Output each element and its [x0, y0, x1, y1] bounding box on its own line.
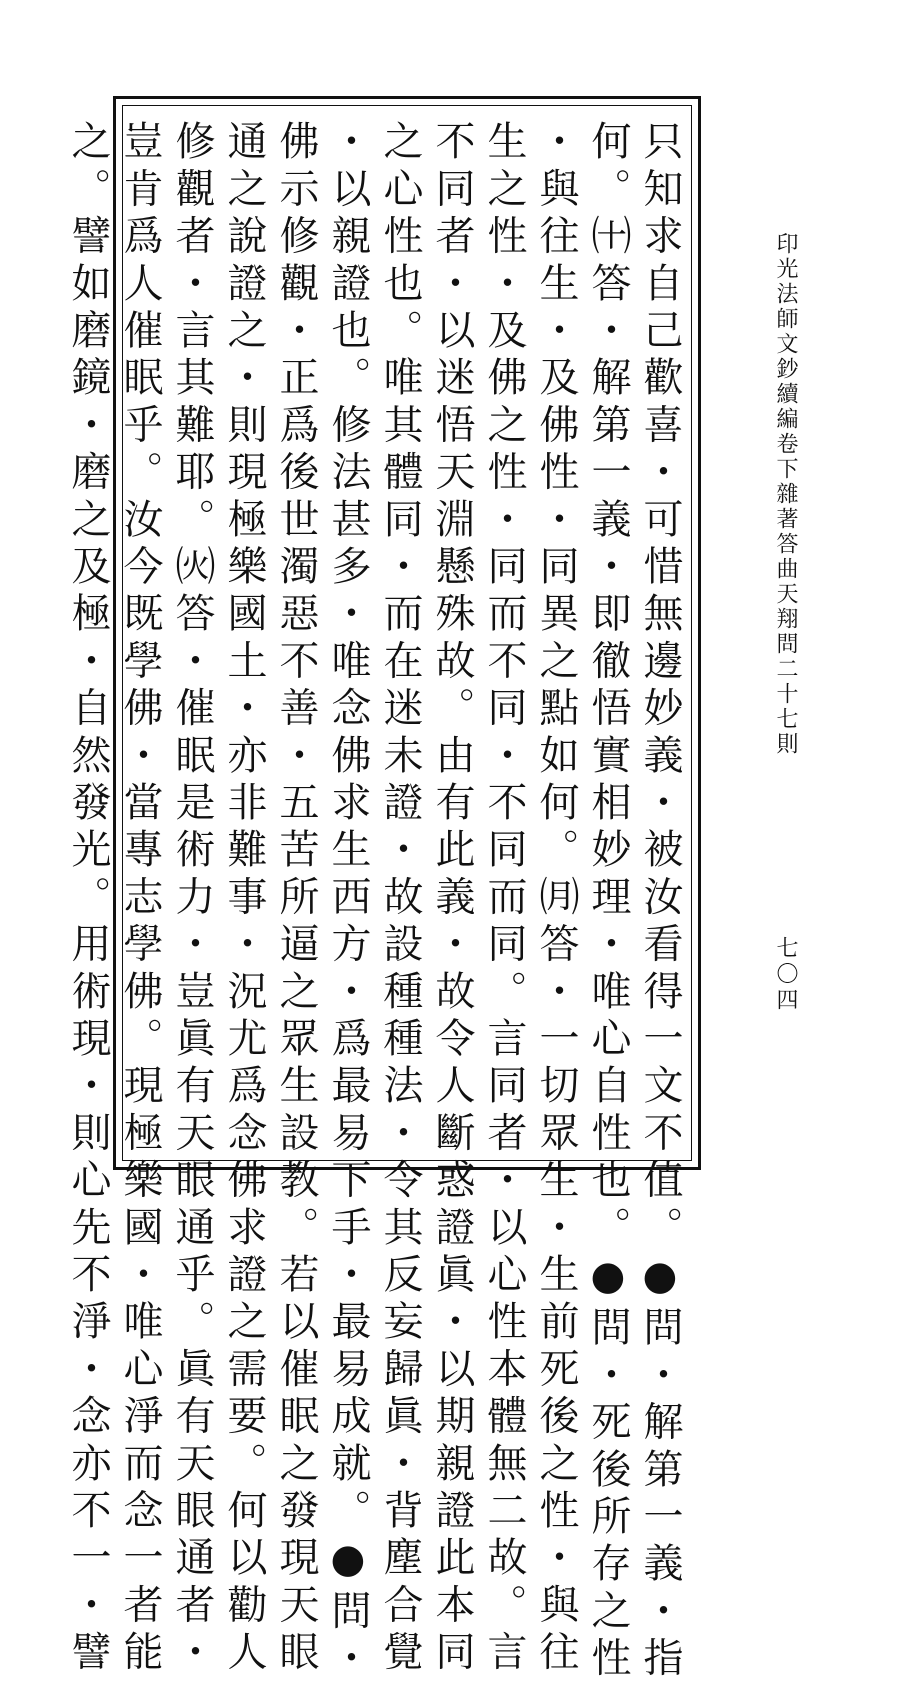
body-text [65, 120, 686, 1684]
text-column: ・與往生・及佛性・同異之點如何。㈪答・一切眾生・生前死後之性・與往 [533, 120, 579, 1678]
page-number: 七〇四 [773, 936, 798, 1014]
chapter-title: 答曲天翔問二十七則 [773, 532, 798, 757]
section-label: 雜著 [773, 482, 798, 532]
text-column: ・以親證也。修法甚多・唯念佛求生西方・爲最易下手・最易成就。●問・ [325, 120, 371, 1684]
text-column: 通之說證之・則現極樂國土・亦非難事・況尤爲念佛求證之需要。何以勸人 [221, 120, 267, 1678]
text-column: 修觀者・言其難耶。㈫答・催眠是術力・豈眞有天眼通乎。眞有天眼通者・ [169, 120, 215, 1678]
text-column: 之心性也。唯其體同・而在迷未證・故設種種法・令其反妄歸眞・背塵合覺 [377, 120, 423, 1678]
text-column: 豈肯爲人催眠乎。汝今既學佛・當專志學佛。現極樂國・唯心淨而念一者能 [117, 120, 163, 1678]
text-column: 何。㈩答・解第一義・即徹悟實相妙理・唯心自性也。●問・死後所存之性 [585, 120, 631, 1684]
text-column: 不同者・以迷悟天淵懸殊故。由有此義・故令人斷惑證眞・以期親證此本同 [429, 120, 475, 1678]
text-column: 佛示修觀・正爲後世濁惡不善・五苦所逼之眾生設教。若以催眠之發現天眼 [273, 120, 319, 1678]
text-column: 之。譬如磨鏡・磨之及極・自然發光。用術現・則心先不淨・念亦不一・譬 [65, 120, 111, 1678]
running-header [770, 232, 800, 757]
book-title: 印光法師文鈔續編卷下 [773, 232, 798, 482]
text-column: 只知求自己歡喜・可惜無邊妙義・被汝看得一文不值。●問・解第一義・指 [637, 120, 683, 1684]
text-column: 生之性・及佛之性・同而不同・不同而同。言同者・以心性本體無二故。言 [481, 120, 527, 1678]
